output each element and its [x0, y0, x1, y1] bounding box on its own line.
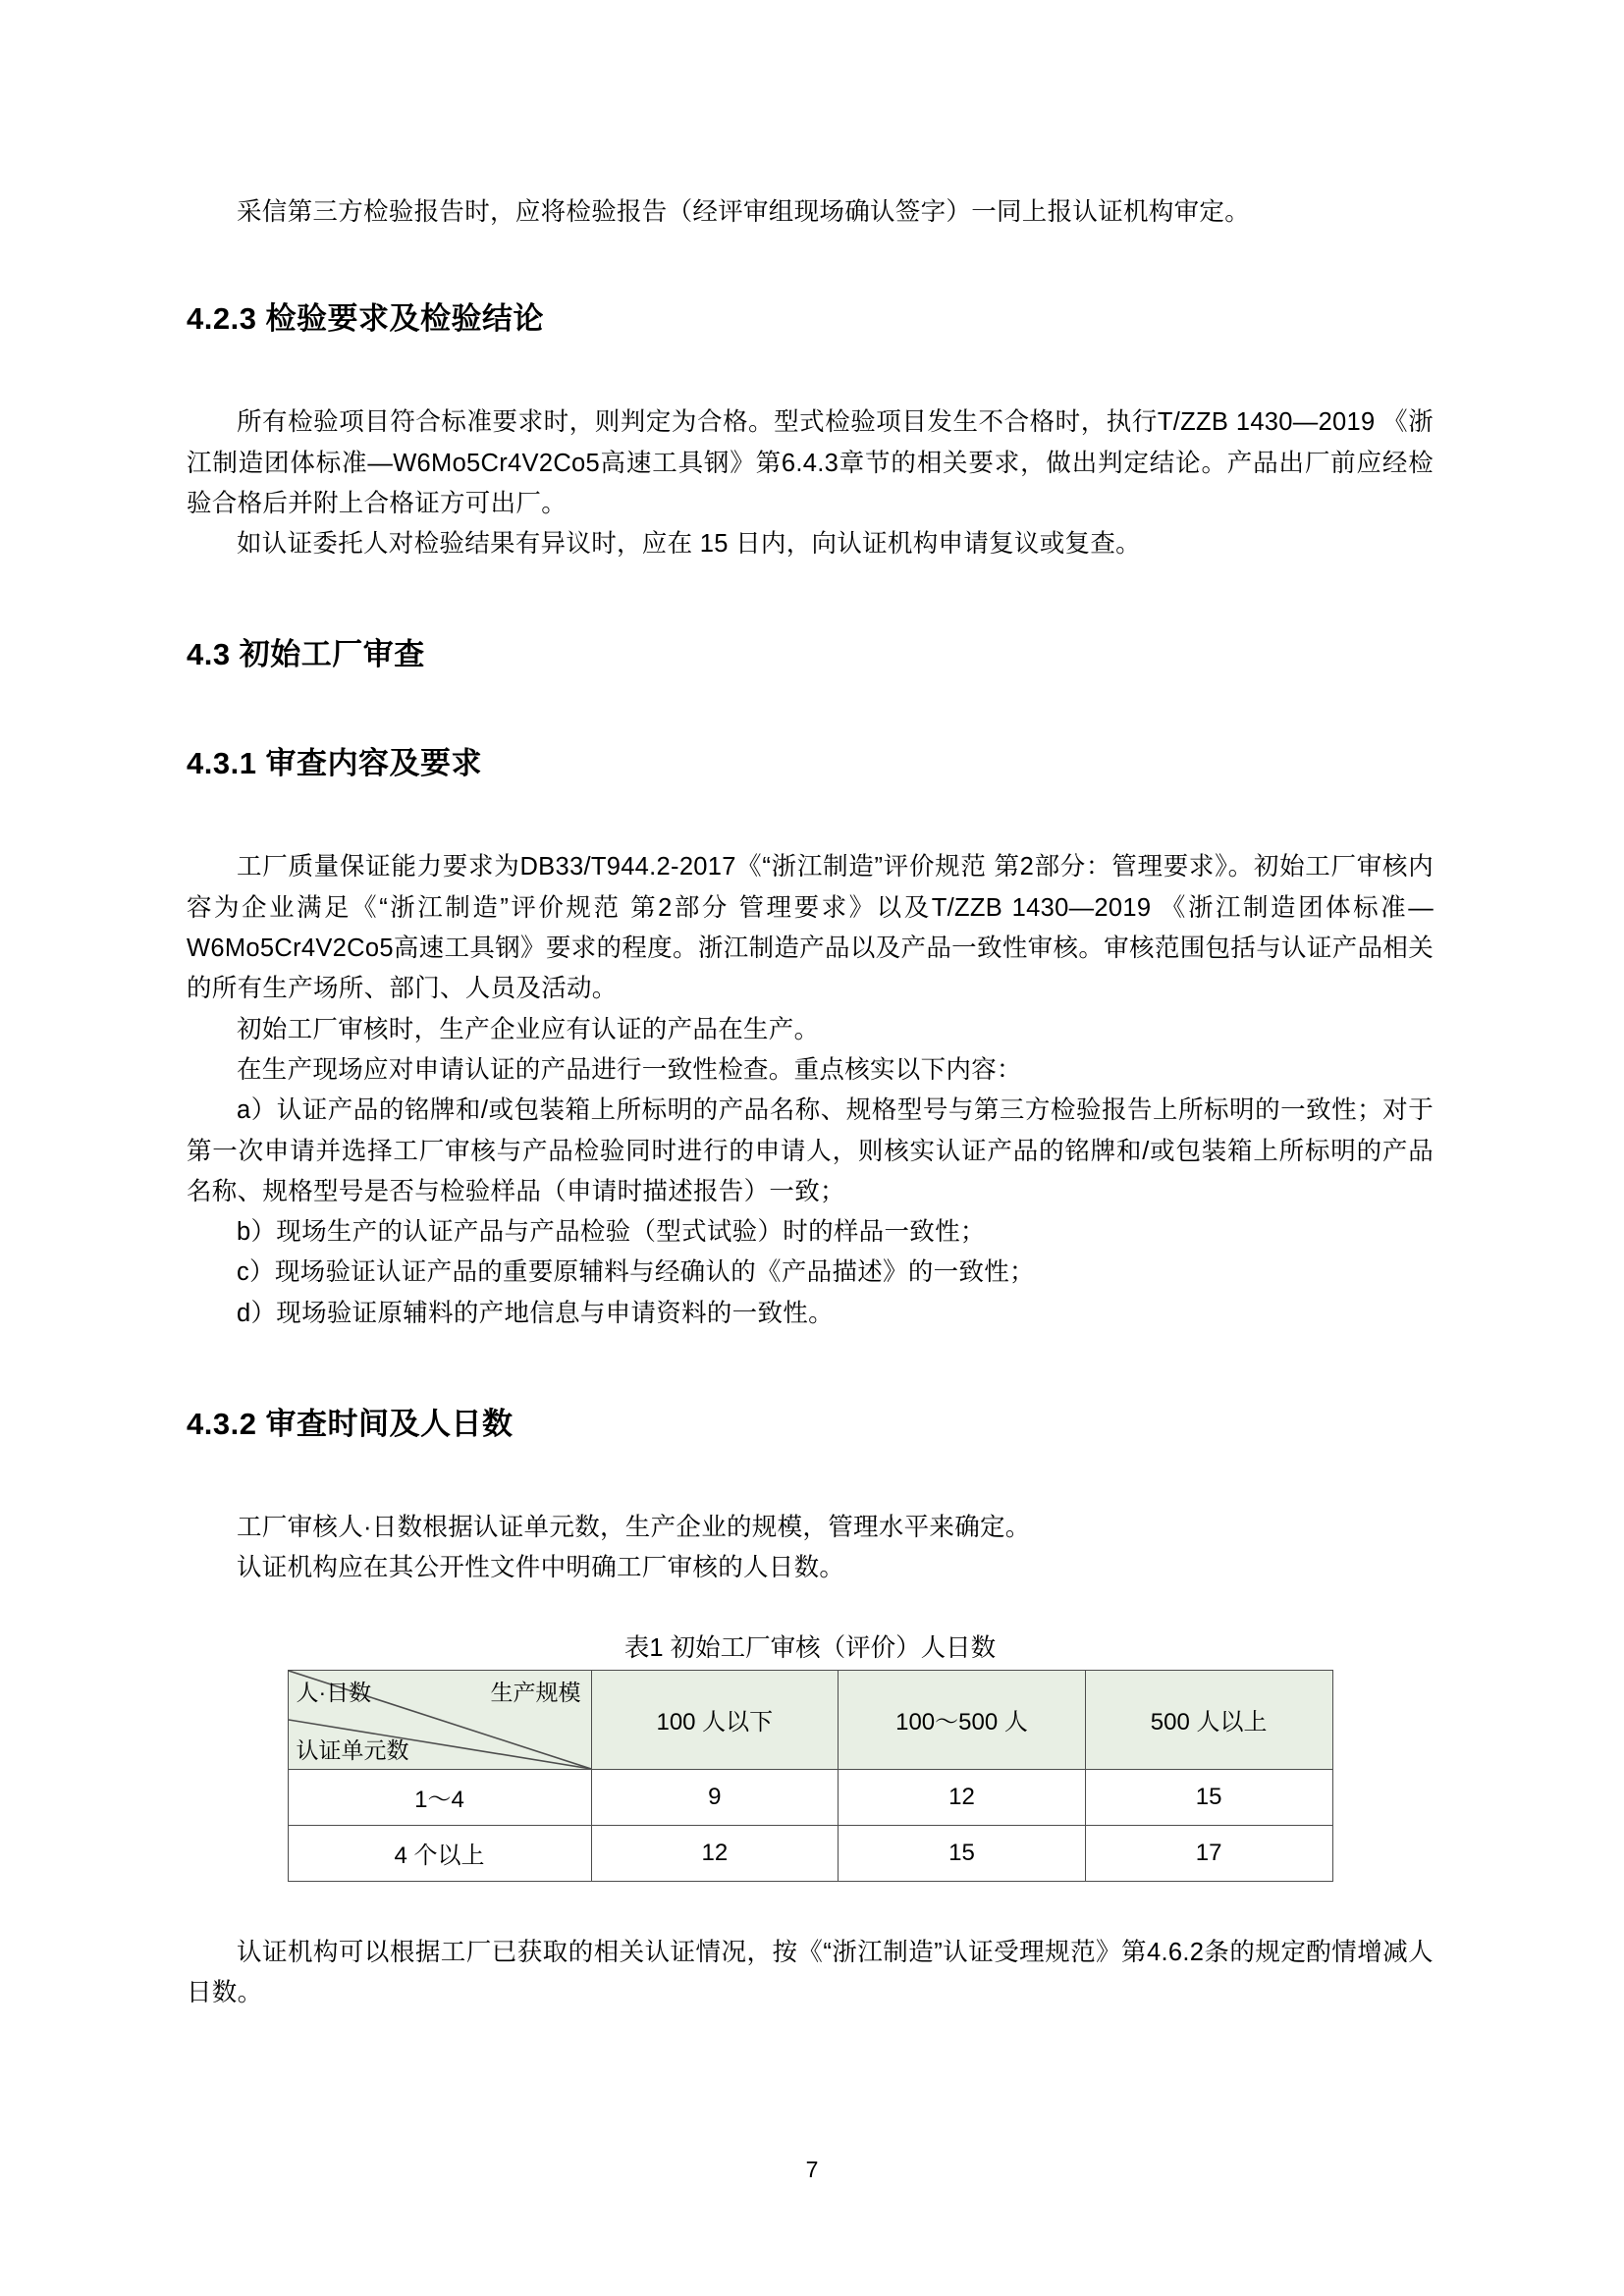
- heading-4-3: 4.3 初始工厂审查: [187, 637, 425, 672]
- paragraph-4-3-1-3: 在生产现场应对申请认证的产品进行一致性检查。重点核实以下内容：: [237, 1055, 1022, 1084]
- cell-r2c1: 12: [591, 1825, 839, 1881]
- paragraph-4-2-3-1: 所有检验项目符合标准要求时，则判定为合格。型式检验项目发生不合格时，执行T/ZZB 1430—2019 《浙江制造团体标准—W6Mo5Cr4V2Co5高速工具钢》第6.4.3章节的相关要求，做出判定结论。产品出厂前应经检验合格后并附上合格证方可出厂。: [187, 408, 1434, 517]
- corner-label-unit-count: 认证单元数: [296, 1736, 409, 1763]
- table-corner-cell: [288, 1670, 591, 1769]
- person-day-table: [288, 1670, 1333, 1882]
- table-header-row: [288, 1670, 1332, 1769]
- spacer: [187, 1443, 1434, 1508]
- list-item-b: b）现场生产的认证产品与产品检验（型式试验）时的样品一致性；: [237, 1218, 986, 1247]
- paragraph-4-3-1-2: 初始工厂审核时，生产企业应有认证的产品在生产。: [237, 1015, 820, 1043]
- row-label-2: 4 个以上: [288, 1825, 591, 1881]
- page-content: [187, 192, 1434, 2013]
- spacer: [187, 564, 1434, 629]
- cell-r1c2: 12: [839, 1769, 1086, 1825]
- list-item-a: a）认证产品的铭牌和/或包装箱上所标明的产品名称、规格型号与第三方检验报告上所标明的一致性；对于第一次申请并选择工厂审核与产品检验同时进行的申请人，则核实认证产品的铭牌和/或包装箱上所标明的产品名称、规格型号是否与检验样品（申请时描述报告）一致；: [187, 1096, 1434, 1205]
- corner-label-production-scale: 生产规模: [490, 1679, 581, 1705]
- spacer: [187, 338, 1434, 402]
- list-item-d: d）现场验证原辅料的产地信息与申请资料的一致性。: [237, 1299, 834, 1327]
- paragraph-4-3-1-1: 工厂质量保证能力要求为DB33/T944.2-2017《“浙江制造”评价规范 第2部分：管理要求》。初始工厂审核内容为企业满足《“浙江制造”评价规范 第2部分 管理要求》以及T/ZZB 1430—2019 《浙江制造团体标准—W6Mo5Cr4V2Co5高速工具钢》要求的程度。浙江制造产品以及产品一致性审核。审核范围包括与认证产品相关的所有生产场所、部门、人员及活动。: [187, 853, 1434, 1003]
- heading-4-3-1: 4.3.1 审查内容及要求: [187, 746, 483, 781]
- cell-r1c3: 15: [1085, 1769, 1332, 1825]
- table-column-header-2: 100～500 人: [839, 1670, 1086, 1769]
- spacer: [187, 673, 1434, 738]
- table-row: [288, 1825, 1332, 1881]
- spacer: [187, 1334, 1434, 1399]
- row-label-1: 1～4: [288, 1769, 591, 1825]
- paragraph-4-3-2-1: 工厂审核人·日数根据认证单元数，生产企业的规模，管理水平来确定。: [237, 1514, 1031, 1542]
- cell-r2c2: 15: [839, 1825, 1086, 1881]
- cell-r1c1: 9: [591, 1769, 839, 1825]
- corner-label-person-days: 人·日数: [296, 1679, 372, 1705]
- list-item-c: c）现场验证认证产品的重要原辅料与经确认的《产品描述》的一致性；: [237, 1258, 1035, 1287]
- heading-4-3-2: 4.3.2 审查时间及人日数: [187, 1407, 514, 1442]
- spacer: [187, 1589, 1434, 1629]
- spacer: [187, 233, 1434, 294]
- table-column-header-3: 500 人以上: [1085, 1670, 1332, 1769]
- paragraph-4-3-2-2: 认证机构应在其公开性文件中明确工厂审核的人日数。: [237, 1554, 845, 1582]
- paragraph-4-2-3-2: 如认证委托人对检验结果有异议时，应在 15 日内，向认证机构申请复议或复查。: [237, 530, 1141, 559]
- heading-4-2-3: 4.2.3 检验要求及检验结论: [187, 301, 545, 337]
- page-number: 7: [805, 2157, 819, 2182]
- closing-paragraph: 认证机构可以根据工厂已获取的相关认证情况，按《“浙江制造”认证受理规范》第4.6.2条的规定酌情增减人日数。: [187, 1938, 1434, 2006]
- spacer: [187, 1882, 1434, 1933]
- table-row: [288, 1769, 1332, 1825]
- table-column-header-1: 100 人以下: [591, 1670, 839, 1769]
- cell-r2c3: 17: [1085, 1825, 1332, 1881]
- spacer: [187, 782, 1434, 847]
- table-caption: 表1 初始工厂审核（评价）人日数: [623, 1633, 997, 1662]
- top-paragraph: 采信第三方检验报告时，应将检验报告（经评审组现场确认签字）一同上报认证机构审定。: [237, 198, 1251, 226]
